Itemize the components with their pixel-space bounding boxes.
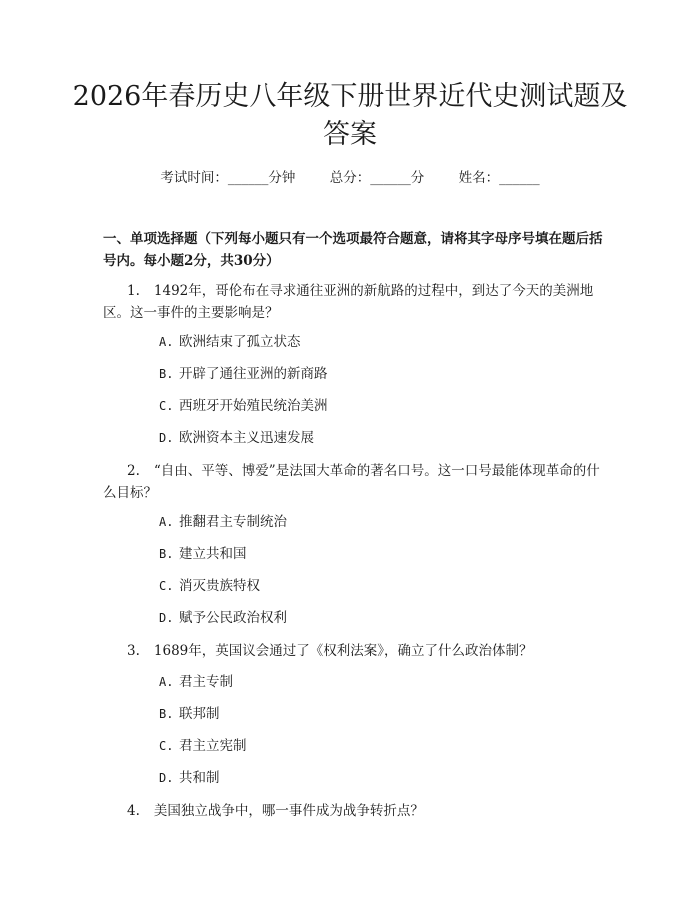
option-letter: B.	[159, 367, 174, 381]
question-number: 2.	[127, 463, 140, 479]
option-letter: D.	[159, 771, 174, 785]
option-1a	[159, 332, 301, 352]
option-text: 君主立宪制	[179, 738, 247, 754]
option-text: 君主专制	[179, 674, 233, 690]
option-letter: D.	[159, 431, 174, 445]
option-text: 欧洲结束了孤立状态	[179, 334, 301, 350]
question-3	[103, 640, 603, 662]
option-letter: C.	[159, 579, 174, 593]
option-1c	[159, 396, 328, 416]
option-3c	[159, 736, 247, 756]
question-number: 3.	[127, 643, 140, 659]
option-3b	[159, 704, 220, 724]
option-2d	[159, 608, 287, 628]
option-letter: B.	[159, 707, 174, 721]
option-3a	[159, 672, 233, 692]
option-2b	[159, 544, 247, 564]
option-text: 西班牙开始殖民统治美洲	[179, 398, 328, 414]
question-2	[103, 460, 603, 504]
option-letter: A.	[159, 515, 174, 529]
option-text: 推翻君主专制统治	[179, 514, 287, 530]
option-2a	[159, 512, 287, 532]
option-text: 欧洲资本主义迅速发展	[179, 430, 314, 446]
option-letter: A.	[159, 335, 174, 349]
option-1d	[159, 428, 314, 448]
option-text: 赋予公民政治权利	[179, 610, 287, 626]
question-number: 1.	[127, 283, 140, 299]
option-text: 建立共和国	[179, 546, 247, 562]
option-1b	[159, 364, 328, 384]
question-1	[103, 280, 603, 324]
section-heading: 一、单项选择题（下列每小题只有一个选项最符合题意，请将其字母序号填在题后括号内。每小题2分，共30分）	[103, 231, 603, 269]
question-text: “自由、平等、博爱”是法国大革命的著名口号。这一口号最能体现革命的什么目标？	[103, 463, 600, 501]
question-text: 1689年，英国议会通过了《权利法案》，确立了什么政治体制？	[153, 643, 533, 659]
option-letter: C.	[159, 399, 174, 413]
page-title: 2026年春历史八年级下册世界近代史测试题及答案	[72, 81, 628, 150]
option-text: 共和制	[179, 770, 220, 786]
exam-info-line: 考试时间：______分钟 总分：______分 姓名：______	[160, 170, 540, 186]
option-letter: B.	[159, 547, 174, 561]
option-letter: C.	[159, 739, 174, 753]
question-4	[103, 800, 603, 822]
question-text: 美国独立战争中，哪一事件成为战争转折点？	[153, 803, 424, 819]
option-text: 联邦制	[179, 706, 220, 722]
option-text: 开辟了通往亚洲的新商路	[179, 366, 328, 382]
option-letter: A.	[159, 675, 174, 689]
option-text: 消灭贵族特权	[179, 578, 260, 594]
option-2c	[159, 576, 260, 596]
question-text: 1492年，哥伦布在寻求通往亚洲的新航路的过程中，到达了今天的美洲地区。这一事件的主要影响是？	[103, 283, 594, 321]
question-number: 4.	[127, 803, 140, 819]
option-3d	[159, 768, 220, 788]
option-letter: D.	[159, 611, 174, 625]
